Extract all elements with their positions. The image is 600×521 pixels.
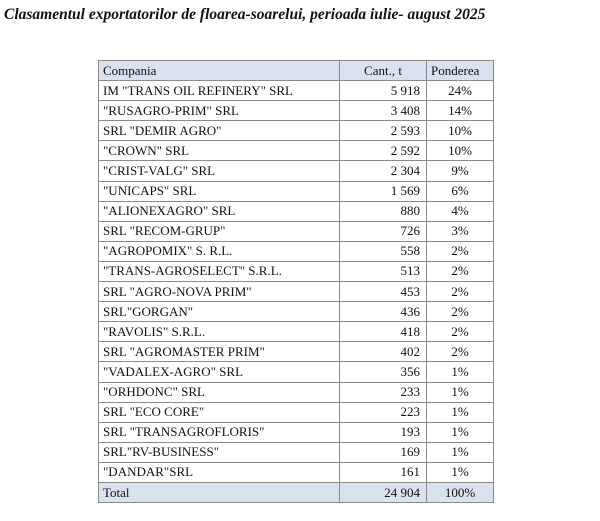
quantity-cell: 418	[340, 322, 427, 342]
table-row	[99, 362, 494, 382]
table-row	[99, 322, 494, 342]
share-cell: 1%	[427, 422, 494, 442]
company-cell: SRL "RECOM-GRUP"	[99, 221, 340, 241]
company-cell: SRL "TRANSAGROFLORIS"	[99, 422, 340, 442]
table-row	[99, 141, 494, 161]
table-row	[99, 241, 494, 261]
total-share: 100%	[427, 482, 494, 502]
table-row	[99, 161, 494, 181]
quantity-cell: 2 593	[340, 121, 427, 141]
quantity-cell: 356	[340, 362, 427, 382]
share-cell: 10%	[427, 121, 494, 141]
share-cell: 9%	[427, 161, 494, 181]
share-cell: 10%	[427, 141, 494, 161]
table-row	[99, 261, 494, 281]
share-cell: 1%	[427, 402, 494, 422]
company-cell: "CROWN" SRL	[99, 141, 340, 161]
quantity-cell: 453	[340, 282, 427, 302]
company-cell: SRL "AGROMASTER PRIM"	[99, 342, 340, 362]
share-cell: 2%	[427, 342, 494, 362]
quantity-cell: 436	[340, 302, 427, 322]
table-row	[99, 382, 494, 402]
quantity-cell: 3 408	[340, 101, 427, 121]
quantity-cell: 2 592	[340, 141, 427, 161]
share-cell: 2%	[427, 241, 494, 261]
total-label: Total	[99, 482, 340, 502]
company-cell: SRL "AGRO-NOVA PRIM"	[99, 282, 340, 302]
page-title: Clasamentul exportatorilor de floarea-soarelui, perioada iulie- august 2025	[4, 6, 486, 23]
quantity-cell: 726	[340, 221, 427, 241]
share-cell: 6%	[427, 181, 494, 201]
table-header-row	[99, 61, 494, 81]
total-quantity: 24 904	[340, 482, 427, 502]
company-cell: SRL "ECO CORE"	[99, 402, 340, 422]
table-total-row	[99, 482, 494, 502]
header-quantity: Cant., t	[340, 61, 427, 81]
table-row	[99, 81, 494, 101]
company-cell: IM "TRANS OIL REFINERY" SRL	[99, 81, 340, 101]
quantity-cell: 2 304	[340, 161, 427, 181]
company-cell: "ORHDONC" SRL	[99, 382, 340, 402]
quantity-cell: 880	[340, 201, 427, 221]
table-row	[99, 422, 494, 442]
share-cell: 1%	[427, 382, 494, 402]
table-row	[99, 442, 494, 462]
quantity-cell: 558	[340, 241, 427, 261]
table-row	[99, 121, 494, 141]
share-cell: 4%	[427, 201, 494, 221]
quantity-cell: 193	[340, 422, 427, 442]
company-cell: SRL "DEMIR AGRO"	[99, 121, 340, 141]
quantity-cell: 1 569	[340, 181, 427, 201]
header-company: Compania	[99, 61, 340, 81]
table-row	[99, 101, 494, 121]
table-row	[99, 221, 494, 241]
quantity-cell: 169	[340, 442, 427, 462]
share-cell: 3%	[427, 221, 494, 241]
quantity-cell: 513	[340, 261, 427, 281]
company-cell: "AGROPOMIX" S. R.L.	[99, 241, 340, 261]
company-cell: "VADALEX-AGRO" SRL	[99, 362, 340, 382]
table-row	[99, 402, 494, 422]
share-cell: 2%	[427, 302, 494, 322]
share-cell: 2%	[427, 261, 494, 281]
quantity-cell: 223	[340, 402, 427, 422]
share-cell: 1%	[427, 442, 494, 462]
company-cell: SRL"GORGAN"	[99, 302, 340, 322]
share-cell: 2%	[427, 322, 494, 342]
header-share: Ponderea	[427, 61, 494, 81]
company-cell: "CRIST-VALG" SRL	[99, 161, 340, 181]
share-cell: 2%	[427, 282, 494, 302]
quantity-cell: 161	[340, 462, 427, 482]
share-cell: 1%	[427, 462, 494, 482]
company-cell: "TRANS-AGROSELECT" S.R.L.	[99, 261, 340, 281]
share-cell: 24%	[427, 81, 494, 101]
table-row	[99, 462, 494, 482]
table-row	[99, 201, 494, 221]
company-cell: "RAVOLIS" S.R.L.	[99, 322, 340, 342]
company-cell: "ALIONEXAGRO" SRL	[99, 201, 340, 221]
company-cell: "UNICAPS" SRL	[99, 181, 340, 201]
quantity-cell: 5 918	[340, 81, 427, 101]
company-cell: "RUSAGRO-PRIM" SRL	[99, 101, 340, 121]
company-cell: SRL"RV-BUSINESS"	[99, 442, 340, 462]
share-cell: 1%	[427, 362, 494, 382]
table-row	[99, 181, 494, 201]
table-row	[99, 342, 494, 362]
quantity-cell: 233	[340, 382, 427, 402]
table-row	[99, 302, 494, 322]
company-cell: "DANDAR"SRL	[99, 462, 340, 482]
share-cell: 14%	[427, 101, 494, 121]
table-row	[99, 282, 494, 302]
exporters-table	[98, 60, 494, 503]
quantity-cell: 402	[340, 342, 427, 362]
